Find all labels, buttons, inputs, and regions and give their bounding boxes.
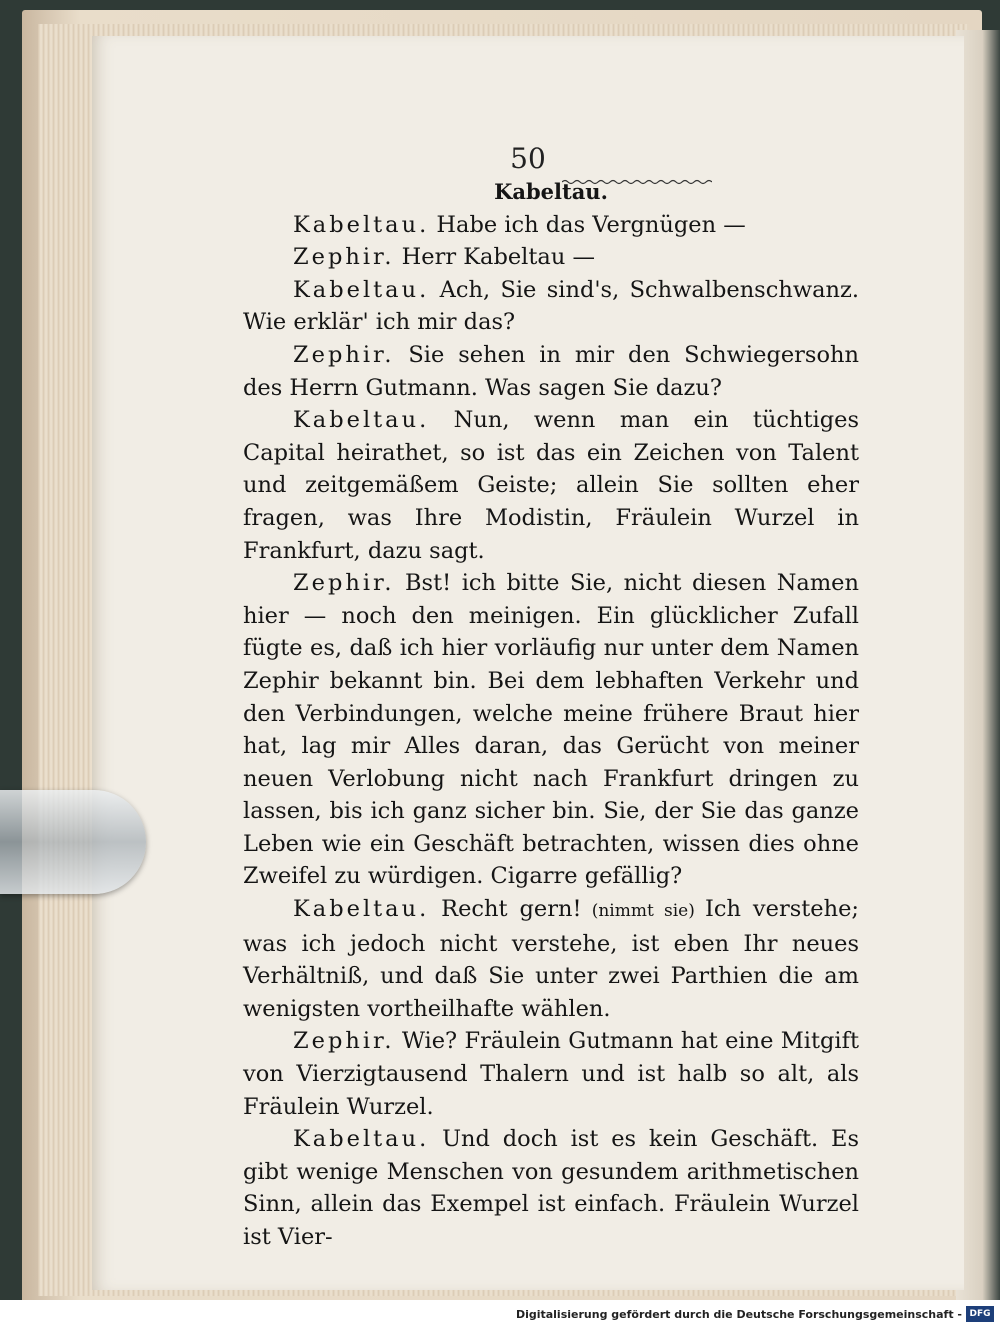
speaker-name: Zephir. xyxy=(293,1028,395,1055)
speaker-name: Kabeltau. xyxy=(293,211,430,238)
page-holder-clip xyxy=(0,790,146,894)
page-number: 50 xyxy=(510,142,546,175)
speaker-name: Zephir. xyxy=(293,244,395,271)
dialogue-paragraph xyxy=(243,1123,859,1253)
dialogue-text: Wie? Fräulein Gutmann hat eine Mitgift von Vierzigtausend Thalern und ist halb so alt, als Fräulein Wurzel. xyxy=(243,1028,859,1120)
speaker-name: Zephir. xyxy=(293,570,395,597)
dialogue-text: Nun, wenn man ein tüchtiges Capital heirathet, so ist das ein Zeichen von Talent und zeitgemäßem Geiste; allein Sie sollten eher fragen, was Ihre Modistin, Fräulein Wurzel in Frankfurt, dazu sagt. xyxy=(243,407,859,564)
dialogue-text-continued: Ich verstehe; was ich jedoch nicht verstehe, ist eben Ihr neues Verhältniß, und daß Sie unter zwei Parthien die am wenigsten vortheilhafte wählen. xyxy=(243,896,859,1022)
speaker-name: Zephir. xyxy=(293,341,395,368)
stage-direction: (nimmt sie) xyxy=(581,901,706,922)
speaker-name: Kabeltau. xyxy=(293,896,430,923)
dfg-logo: DFG xyxy=(966,1306,994,1322)
dialogue-paragraph xyxy=(243,339,859,404)
dialogue-paragraph xyxy=(243,893,859,1025)
speaker-name: Kabeltau. xyxy=(293,1126,430,1153)
dialogue-paragraph xyxy=(243,241,859,274)
footer-bar xyxy=(0,1300,1000,1326)
dialogue-text: Sie sehen in mir den Schwiegersohn des Herrn Gutmann. Was sagen Sie dazu? xyxy=(243,341,859,401)
dialogue-text: Herr Kabeltau — xyxy=(394,244,595,271)
dialogue-paragraph xyxy=(243,209,859,242)
dialogue-paragraph xyxy=(243,404,859,567)
speaker-name: Kabeltau. xyxy=(293,407,430,434)
dialogue-text: Ach, Sie sind's, Schwalbenschwanz. Wie erklär' ich mir das? xyxy=(243,276,859,336)
dialogue-text: Und doch ist es kein Geschäft. Es gibt wenige Menschen von gesundem arithmetischen Sinn, allein das Exempel ist einfach. Fräulein Wurzel ist Vier- xyxy=(243,1126,859,1250)
digitization-credit: Digitalisierung gefördert durch die Deutsche Forschungsgemeinschaft - xyxy=(515,1308,962,1321)
speaker-name: Kabeltau. xyxy=(293,276,430,303)
dialogue-text: Recht gern! xyxy=(429,896,582,923)
dialogue-paragraph xyxy=(243,274,859,339)
dialogue-paragraph xyxy=(243,1025,859,1123)
scene-heading: Kabeltau. xyxy=(494,179,608,204)
dialogue-paragraph xyxy=(243,567,859,893)
page-text xyxy=(243,176,859,1254)
dialogue-text: Habe ich das Vergnügen — xyxy=(429,211,746,238)
dialogue-text: Bst! ich bitte Sie, nicht diesen Namen hier — noch den meinigen. Ein glücklicher Zufall fügte es, daß ich hier vorläufig nur unter dem Namen Zephir bekannt bin. Bei dem lebhaften Verkehr und den Verbindungen, welche meine frühere Braut hier hat, lag mir Alles daran, das Gerücht von meiner neuen Verlobung nicht nach Frankfurt dringen zu lassen, bis ich ganz sicher bin. Sie, der Sie das ganze Leben wie ein Geschäft betrachten, wissen dies ohne Zweifel zu würdigen. Cigarre gefällig? xyxy=(243,570,859,890)
